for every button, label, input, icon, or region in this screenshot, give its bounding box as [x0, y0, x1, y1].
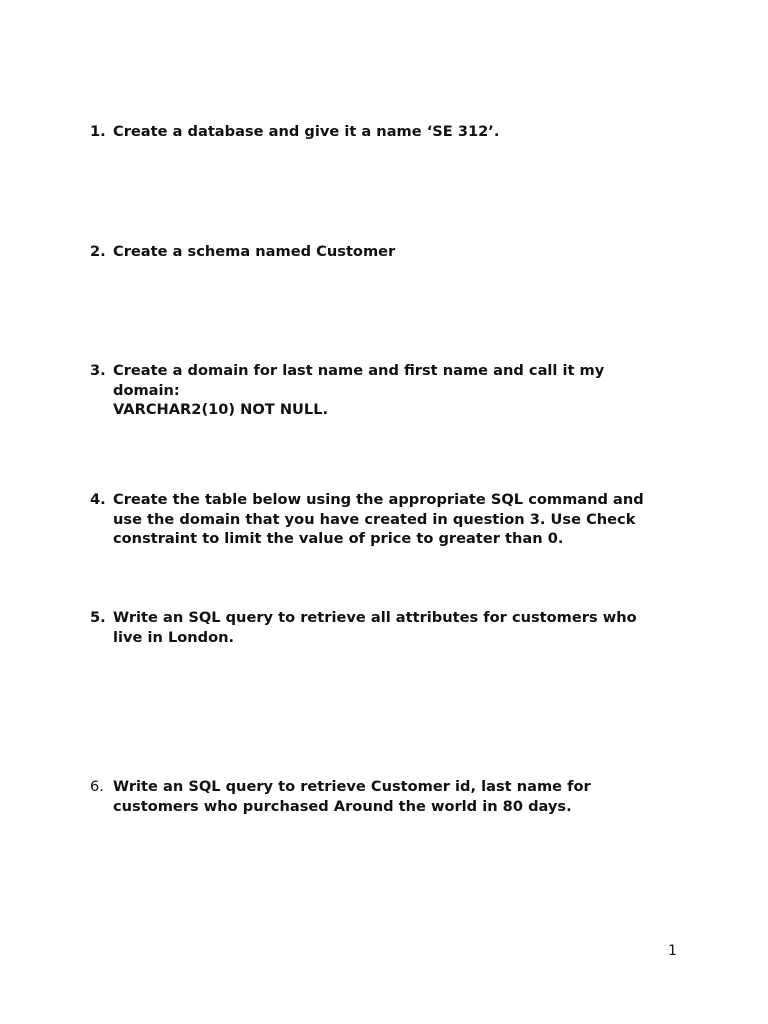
question-line: constraint to limit the value of price to greater than 0.: [113, 530, 564, 547]
question-line: live in London.: [113, 628, 235, 646]
question-text: [113, 777, 680, 816]
question-line: domain:: [113, 381, 180, 399]
question-line: Create the table below using the appropriate SQL command and: [113, 491, 644, 508]
question-line: Write an SQL query to retrieve Customer id, last name for: [113, 778, 591, 795]
question-line: Create a domain for last name and first name and call it my: [113, 362, 605, 379]
question-number: 5.: [90, 609, 106, 626]
question-line: Create a database and give it a name ‘SE 312’.: [113, 123, 500, 140]
question-text: [113, 242, 680, 262]
question-2: [90, 242, 680, 262]
question-number: 3.: [90, 362, 106, 379]
question-3: [90, 361, 680, 420]
question-line: use the domain that you have created in question 3. Use Check: [113, 510, 636, 528]
question-text: [113, 490, 680, 549]
question-line: Create a schema named Customer: [113, 243, 396, 260]
question-line: Write an SQL query to retrieve all attributes for customers who: [113, 609, 637, 626]
question-number: 6.: [90, 778, 104, 795]
question-number: 1.: [90, 123, 106, 140]
question-line: customers who purchased Around the world in 80 days.: [113, 797, 572, 815]
question-6: [90, 777, 680, 816]
question-text: [113, 122, 680, 142]
question-1: [90, 122, 680, 142]
question-5: [90, 608, 680, 647]
question-4: [90, 490, 680, 549]
question-line: VARCHAR2(10) NOT NULL.: [113, 401, 329, 418]
question-number: 2.: [90, 243, 106, 260]
page-number: 1: [668, 943, 677, 959]
question-text: [113, 361, 680, 420]
question-text: [113, 608, 680, 647]
question-number: 4.: [90, 491, 106, 508]
